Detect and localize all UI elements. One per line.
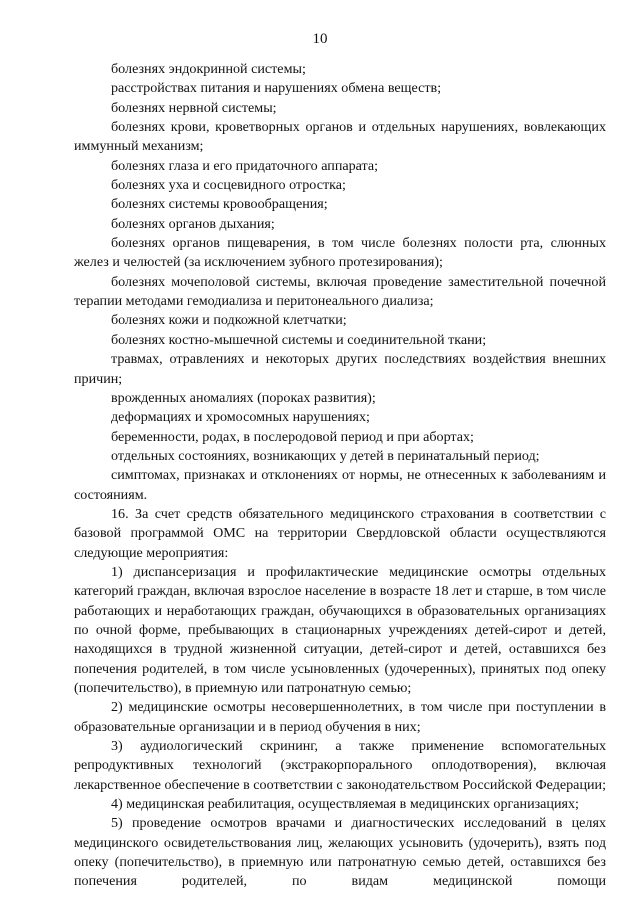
document-body	[74, 60, 606, 892]
list-item-circulatory: болезнях системы кровообращения;	[111, 196, 328, 213]
section-16-intro: 16. За счет средств обязательного медицинского страхования в соответствии с базовой программой ОМС на территории Свердловской области осуществляются следующие мероприятия:	[74, 505, 606, 561]
item-5-examinations: 5) проведение осмотров врачами и диагностических исследований в целях медицинского освидетельствования лиц, желающих усыновить (удочерить), взять под опеку (попечительство), в приемную или патронатную семью детей, оставшихся без попечения родителей, по видам медицинской помощи	[74, 815, 606, 890]
list-item-musculoskeletal: болезнях костно-мышечной системы и соединительной ткани;	[111, 331, 487, 348]
list-item-nervous: болезнях нервной системы;	[111, 99, 277, 116]
list-item-perinatal: отдельных состояниях, возникающих у детей в перинатальный период;	[111, 447, 540, 464]
list-item-congenital: врожденных аномалиях (пороках развития);	[111, 389, 376, 406]
list-item-injuries: травмах, отравлениях и некоторых других последствиях воздействия внешних причин;	[74, 351, 606, 387]
list-item-blood: болезнях крови, кроветворных органов и отдельных нарушениях, вовлекающих иммунный механизм;	[74, 119, 606, 155]
list-item-endocrine: болезнях эндокринной системы;	[111, 61, 306, 77]
list-item-nutrition: расстройствах питания и нарушениях обмена веществ;	[111, 80, 442, 97]
list-item-symptoms: симптомах, признаках и отклонениях от нормы, не отнесенных к заболеваниям и состояниям.	[74, 467, 606, 503]
list-item-pregnancy: беременности, родах, в послеродовой период и при абортах;	[111, 428, 474, 445]
item-4-rehabilitation: 4) медицинская реабилитация, осуществляемая в медицинских организациях;	[111, 796, 579, 813]
item-3-audiology: 3) аудиологический скрининг, а также применение вспомогательных репродуктивных технологий (экстракорпорального оплодотворения), включая лекарственное обеспечение в соответствии с законодательством Российской Федерации;	[74, 738, 606, 793]
list-item-ear: болезнях уха и сосцевидного отростка;	[111, 177, 346, 194]
list-item-digestive: болезнях органов пищеварения, в том числе болезнях полости рта, слюнных желез и челюстей (за исключением зубного протезирования);	[74, 235, 606, 271]
list-item-chromosomal: деформациях и хромосомных нарушениях;	[111, 409, 370, 426]
list-item-eye: болезнях глаза и его придаточного аппарата;	[111, 157, 379, 174]
item-2-medical-exams: 2) медицинские осмотры несовершеннолетних, в том числе при поступлении в образовательные организации и в период обучения в них;	[74, 699, 606, 735]
list-item-respiratory: болезнях органов дыхания;	[111, 215, 275, 232]
item-1-dispensary: 1) диспансеризация и профилактические медицинские осмотры отдельных категорий граждан, включая взрослое население в возрасте 18 лет и старше, в том числе работающих и неработающих граждан, обучающихся в образовательных организациях по очной форме, пребывающих в стационарных учреждениях детей-сирот и детей, находящихся в трудной жизненной ситуации, детей-сирот и детей, оставшихся без попечения родителей, в том числе усыновленных (удочеренных), принятых под опеку (попечительство), в приемную или патронатную семью;	[74, 563, 606, 696]
list-item-skin: болезнях кожи и подкожной клетчатки;	[111, 312, 347, 329]
list-item-genitourinary: болезнях мочеполовой системы, включая проведение заместительной почечной терапии методами гемодиализа и перитонеального диализа;	[74, 273, 606, 310]
page-number: 10	[312, 31, 328, 47]
